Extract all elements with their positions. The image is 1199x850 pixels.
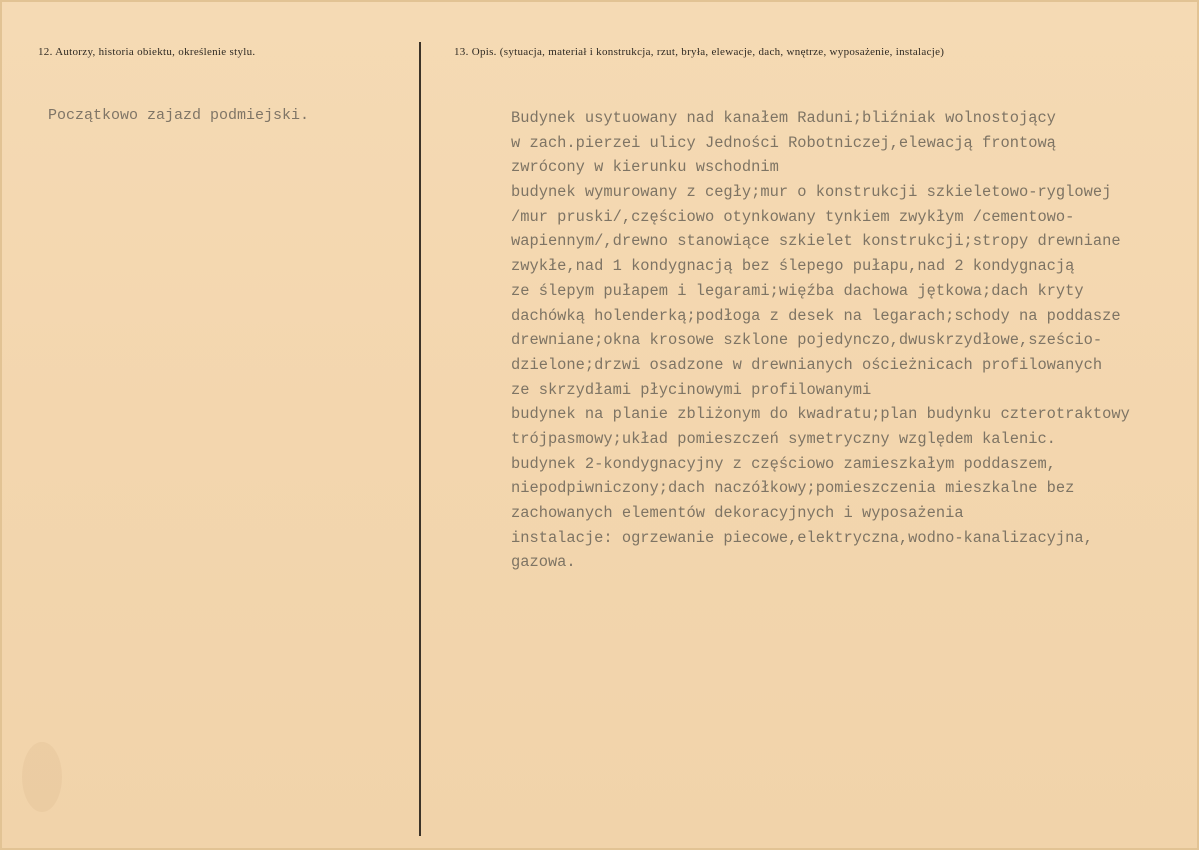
description-line: dzielone;drzwi osadzone w drewnianych ościeżnicach profilowanych — [511, 355, 1103, 374]
description-line: budynek na planie zbliżonym do kwadratu;plan budynku czterotraktowy — [511, 405, 1130, 424]
description-line: Budynek usytuowany nad kanałem Raduni;bliźniak wolnostojący — [511, 109, 1056, 127]
description-line: budynek 2-kondygnacyjny z częściowo zamieszkałym poddaszem, — [511, 454, 1056, 473]
column-divider — [419, 42, 421, 836]
history-text: Początkowo zajazd podmiejski. — [48, 107, 310, 124]
description-line: trójpasmowy;układ pomieszczeń symetryczny względem kalenic. — [511, 429, 1056, 448]
section-13-heading: 13. Opis. (sytuacja, materiał i konstrukcja, rzut, bryła, elewacje, dach, wnętrze, wyposażenie, instalacje) — [454, 46, 945, 58]
description-line: ze skrzydłami płycinowymi profilowanymi — [511, 380, 872, 399]
description-line: w zach.pierzei ulicy Jedności Robotniczej,elewacją frontową — [511, 133, 1056, 152]
description-line: zwykłe,nad 1 kondygnacją bez ślepego pułapu,nad 2 kondygnacją — [511, 257, 1075, 276]
description-line: instalacje: ogrzewanie piecowe,elektryczna,wodno-kanalizacyjna, — [511, 528, 1093, 547]
description-line: zwrócony w kierunku wschodnim — [511, 158, 779, 177]
description-line: ze ślepym pułapem i legarami;więźba dachowa jętkowa;dach kryty — [511, 281, 1084, 300]
description-line: dachówką holenderką;podłoga z desek na legarach;schody na poddasze — [511, 306, 1121, 325]
description-line: drewniane;okna krosowe szklone pojedynczo,dwuskrzydłowe,sześcio- — [511, 331, 1103, 350]
description-line: niepodpiwniczony;dach naczółkowy;pomieszczenia mieszkalne bez — [511, 479, 1075, 498]
description-line: gazowa. — [511, 553, 576, 572]
description-line: budynek wymurowany z cegły;mur o konstrukcji szkieletowo-ryglowej — [511, 183, 1112, 202]
paper-stain — [22, 742, 62, 812]
description-line: wapiennym/,drewno stanowiące szkielet konstrukcji;stropy drewniane — [511, 232, 1121, 251]
description-line: zachowanych elementów dekoracyjnych i wyposażenia — [511, 504, 964, 522]
description-text — [511, 106, 1199, 575]
section-12-heading: 12. Autorzy, historia obiektu, określenie stylu. — [38, 46, 256, 58]
description-line: /mur pruski/,częściowo otynkowany tynkiem zwykłym /cementowo- — [511, 207, 1075, 226]
